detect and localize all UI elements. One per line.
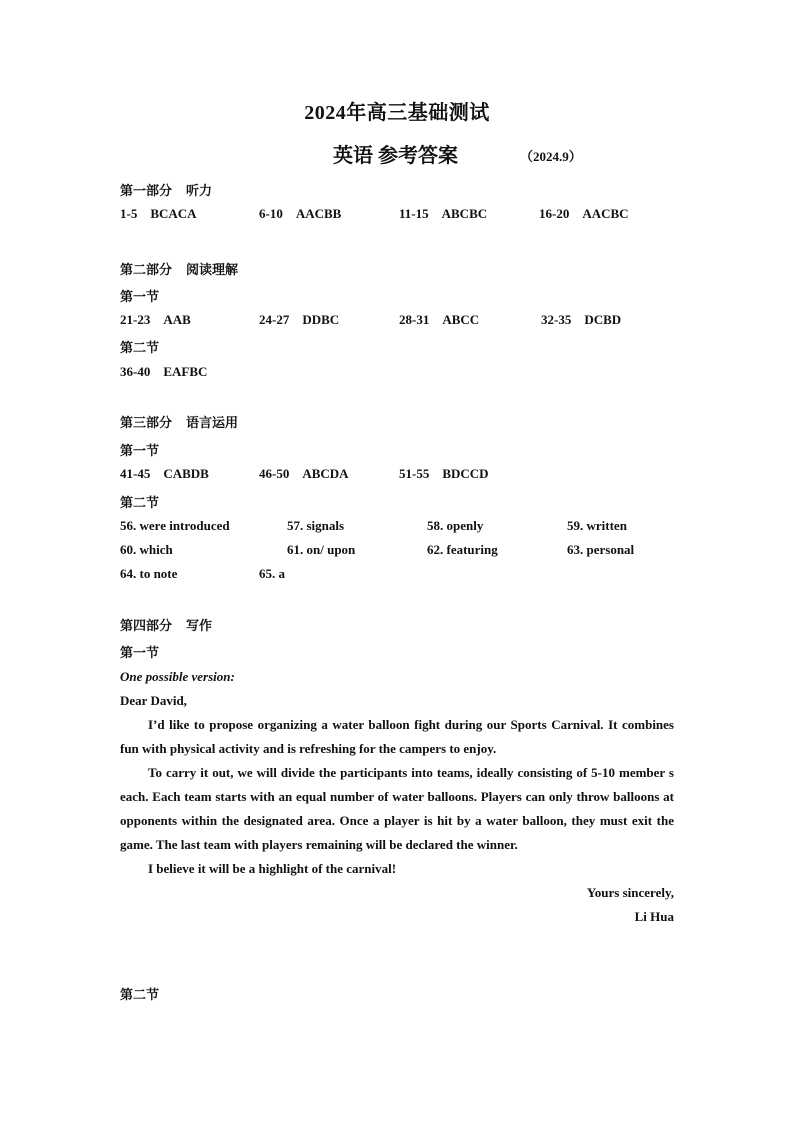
essay-signature: Li Hua	[634, 909, 674, 924]
answer-item: 56. were introduced	[120, 518, 230, 533]
part2-section1-label: 第一节	[120, 289, 160, 304]
answer-item: 58. openly	[427, 518, 484, 533]
part3-section2-row2	[120, 542, 680, 560]
essay-paragraph: I’d like to propose organizing a water balloon fight during our Sports Carnival. It combines fun with physical activity and is refreshing for the campers to enjoy.	[120, 717, 674, 756]
answer-item: 64. to note	[120, 566, 178, 581]
part4-heading: 第四部分 写作	[120, 618, 213, 633]
part2-section2-answers	[120, 364, 680, 382]
part2-section1-answers	[120, 312, 680, 330]
part4-section1-label: 第一节	[120, 645, 160, 660]
part1-name: 听力	[186, 183, 213, 198]
answer-item: 60. which	[120, 542, 173, 557]
part2-name: 阅读理解	[186, 262, 239, 277]
part1-heading: 第一部分 听力	[120, 183, 213, 198]
answer-item: 57. signals	[287, 518, 345, 533]
part2-section2-label: 第二节	[120, 340, 160, 355]
answer-group: 6-10 AACBB	[259, 206, 342, 221]
essay-greeting: Dear David,	[120, 693, 187, 708]
essay-paragraph: To carry it out, we will divide the participants into teams, ideally consisting of 5-10 member s each. Each team starts with an equal number of water balloons. Players can only throw balloons at opponents within the designated area. Once a player is hit by a water balloon, they must exit the game. The last team with players remaining will be declared the winner.	[120, 765, 674, 852]
part3-heading: 第三部分 语言运用	[120, 415, 239, 430]
part1-answers	[120, 206, 680, 224]
version-label: One possible version:	[120, 669, 235, 684]
answer-group: 46-50 ABCDA	[259, 466, 349, 481]
part3-section2-label: 第二节	[120, 495, 160, 510]
answer-group: 16-20 AACBC	[539, 206, 629, 221]
essay-paragraph: I believe it will be a highlight of the carnival!	[148, 861, 397, 876]
part4-section2-label: 第二节	[120, 987, 160, 1002]
answer-group: 36-40 EAFBC	[120, 364, 208, 379]
answer-group: 51-55 BDCCD	[399, 466, 489, 481]
answer-group: 28-31 ABCC	[399, 312, 480, 327]
answer-item: 61. on/ upon	[287, 542, 356, 557]
part3-section1-answers	[120, 466, 680, 484]
answer-group: 41-45 CABDB	[120, 466, 209, 481]
answer-group: 32-35 DCBD	[541, 312, 622, 327]
sample-essay	[120, 665, 674, 929]
answer-group: 21-23 AAB	[120, 312, 191, 327]
part3-section2-row3	[120, 566, 680, 584]
essay-closing: Yours sincerely,	[586, 885, 674, 900]
answer-item: 59. written	[567, 518, 627, 533]
page-subtitle: 英语 参考答案	[333, 145, 458, 167]
answer-group: 1-5 BCACA	[120, 206, 197, 221]
answer-item: 63. personal	[567, 542, 635, 557]
page-title: 2024年高三基础测试	[304, 102, 490, 124]
answer-group: 11-15 ABCBC	[399, 206, 488, 221]
part3-name: 语言运用	[186, 415, 239, 430]
answer-group: 24-27 DDBC	[259, 312, 340, 327]
part4-name: 写作	[186, 618, 213, 633]
part3-section1-label: 第一节	[120, 443, 160, 458]
answer-item: 62. featuring	[427, 542, 498, 557]
exam-date: （2024.9）	[520, 149, 582, 164]
answer-item: 65. a	[259, 566, 285, 581]
part2-heading: 第二部分 阅读理解	[120, 262, 239, 277]
part3-section2-row1	[120, 518, 680, 536]
